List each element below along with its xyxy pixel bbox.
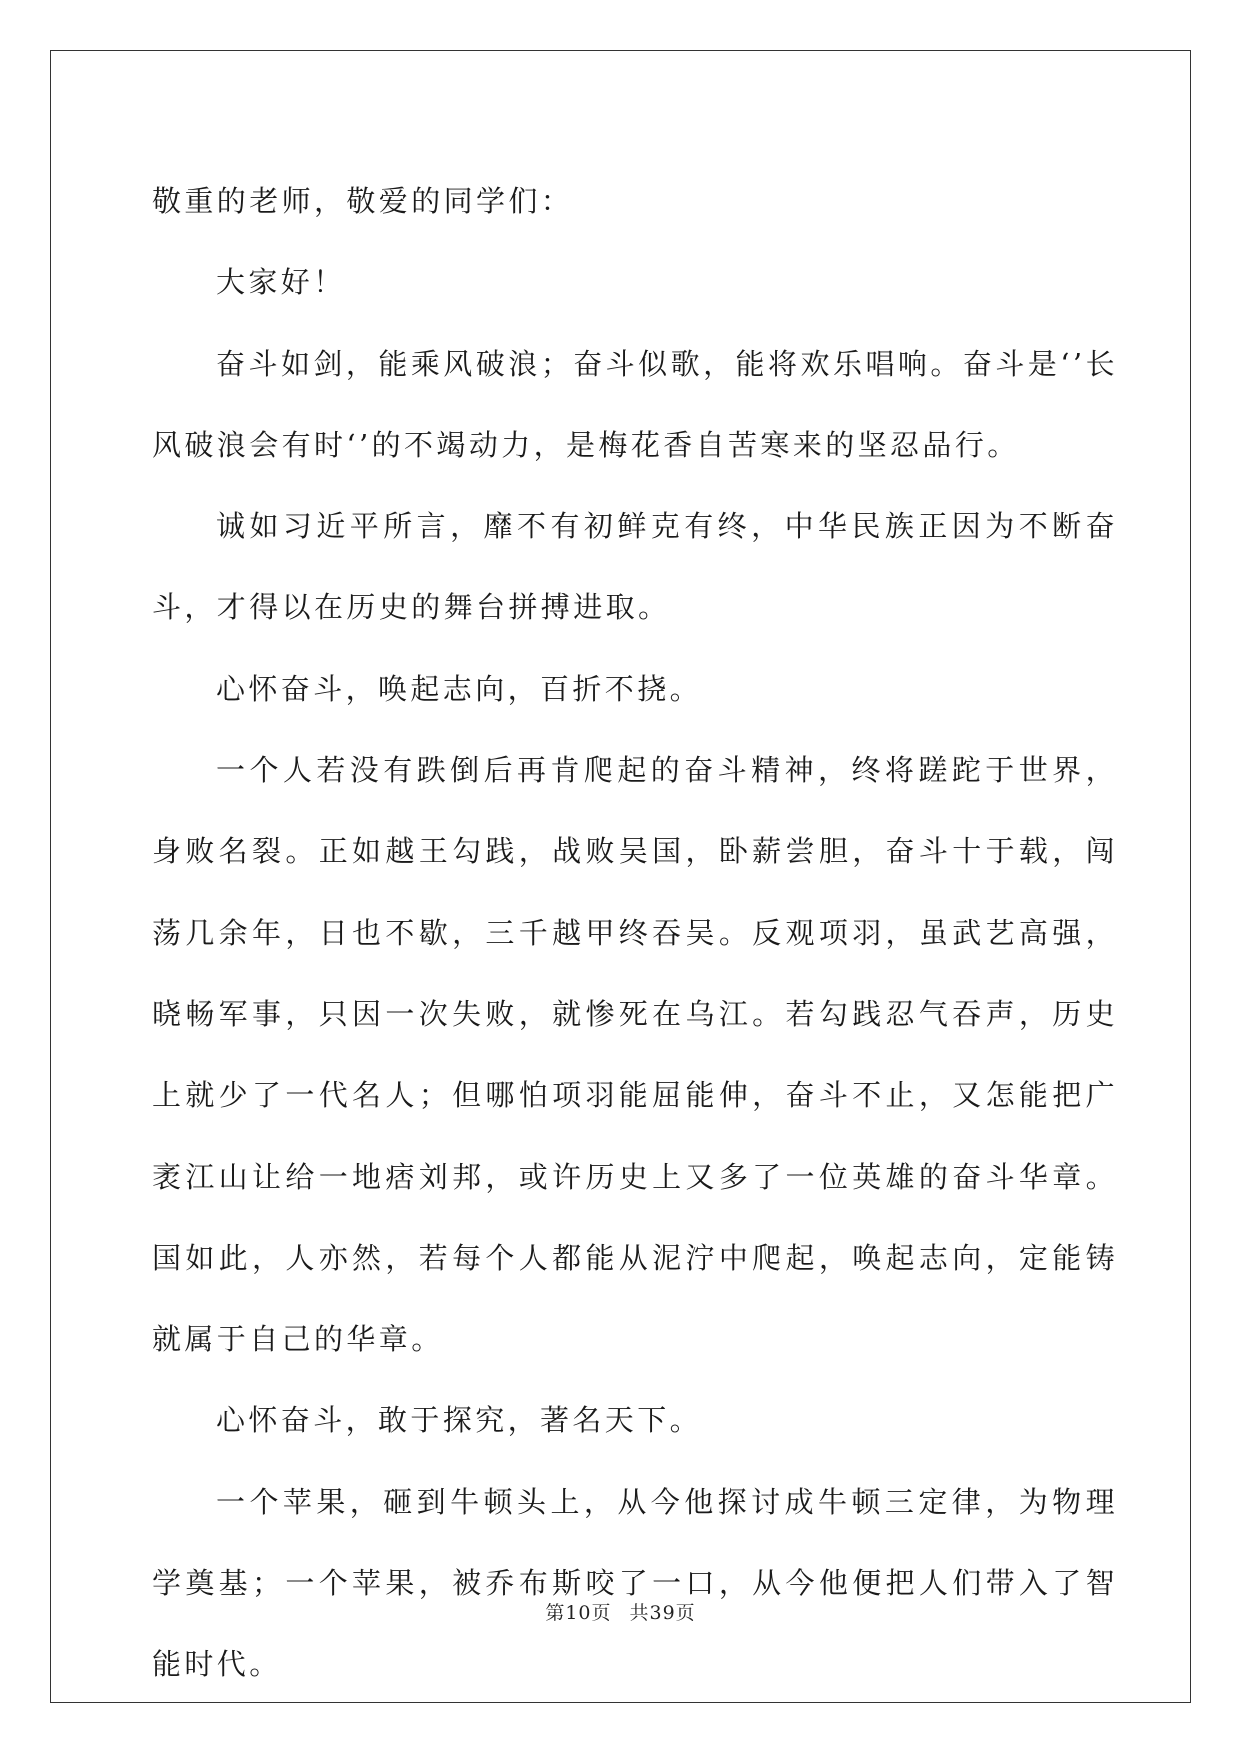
paragraph: 一个苹果，砸到牛顿头上，从今他探讨成牛顿三定律，为物理学奠基；一个苹果，被乔布斯咬了一口，从今他便把人们带入了智能时代。 — [152, 1484, 1118, 1682]
paragraph: 奋斗如剑，能乘风破浪；奋斗似歌，能将欢乐唱响。奋斗是‘’长风破浪会有时‘’的不竭动力，是梅花香自苦寒来的坚忍品行。 — [152, 346, 1118, 462]
section-heading: 心怀奋斗，敢于探究，著名天下。 — [216, 1403, 703, 1438]
greeting: 大家好！ — [216, 265, 346, 300]
document-body — [152, 161, 1118, 1706]
paragraph: 一个人若没有跌倒后再肯爬起的奋斗精神，终将蹉跎于世界，身败名裂。正如越王勾践，战败吴国，卧薪尝胆，奋斗十于载，闯荡几余年，日也不歇，三千越甲终吞吴。反观项羽，虽武艺高强，晓畅军事，只因一次失败，就惨死在乌江。若勾践忍气吞声，历史上就少了一代名人；但哪怕项羽能屈能伸，奋斗不止，又怎能把广袤江山让给一地痞刘邦，或许历史上又多了一位英雄的奋斗华章。国如此，人亦然，若每个人都能从泥泞中爬起，唤起志向，定能铸就属于自己的华章。 — [152, 753, 1118, 1357]
page-number: 第10页 — [545, 1602, 612, 1624]
paragraph: 诚如习近平所言，靡不有初鲜克有终，中华民族正因为不断奋斗，才得以在历史的舞台拼搏进取。 — [152, 509, 1118, 625]
page-footer — [0, 1598, 1241, 1625]
page-total: 共39页 — [629, 1602, 696, 1624]
section-heading: 心怀奋斗，唤起志向，百折不挠。 — [216, 671, 703, 706]
salutation: 敬重的老师，敬爱的同学们： — [152, 184, 574, 218]
